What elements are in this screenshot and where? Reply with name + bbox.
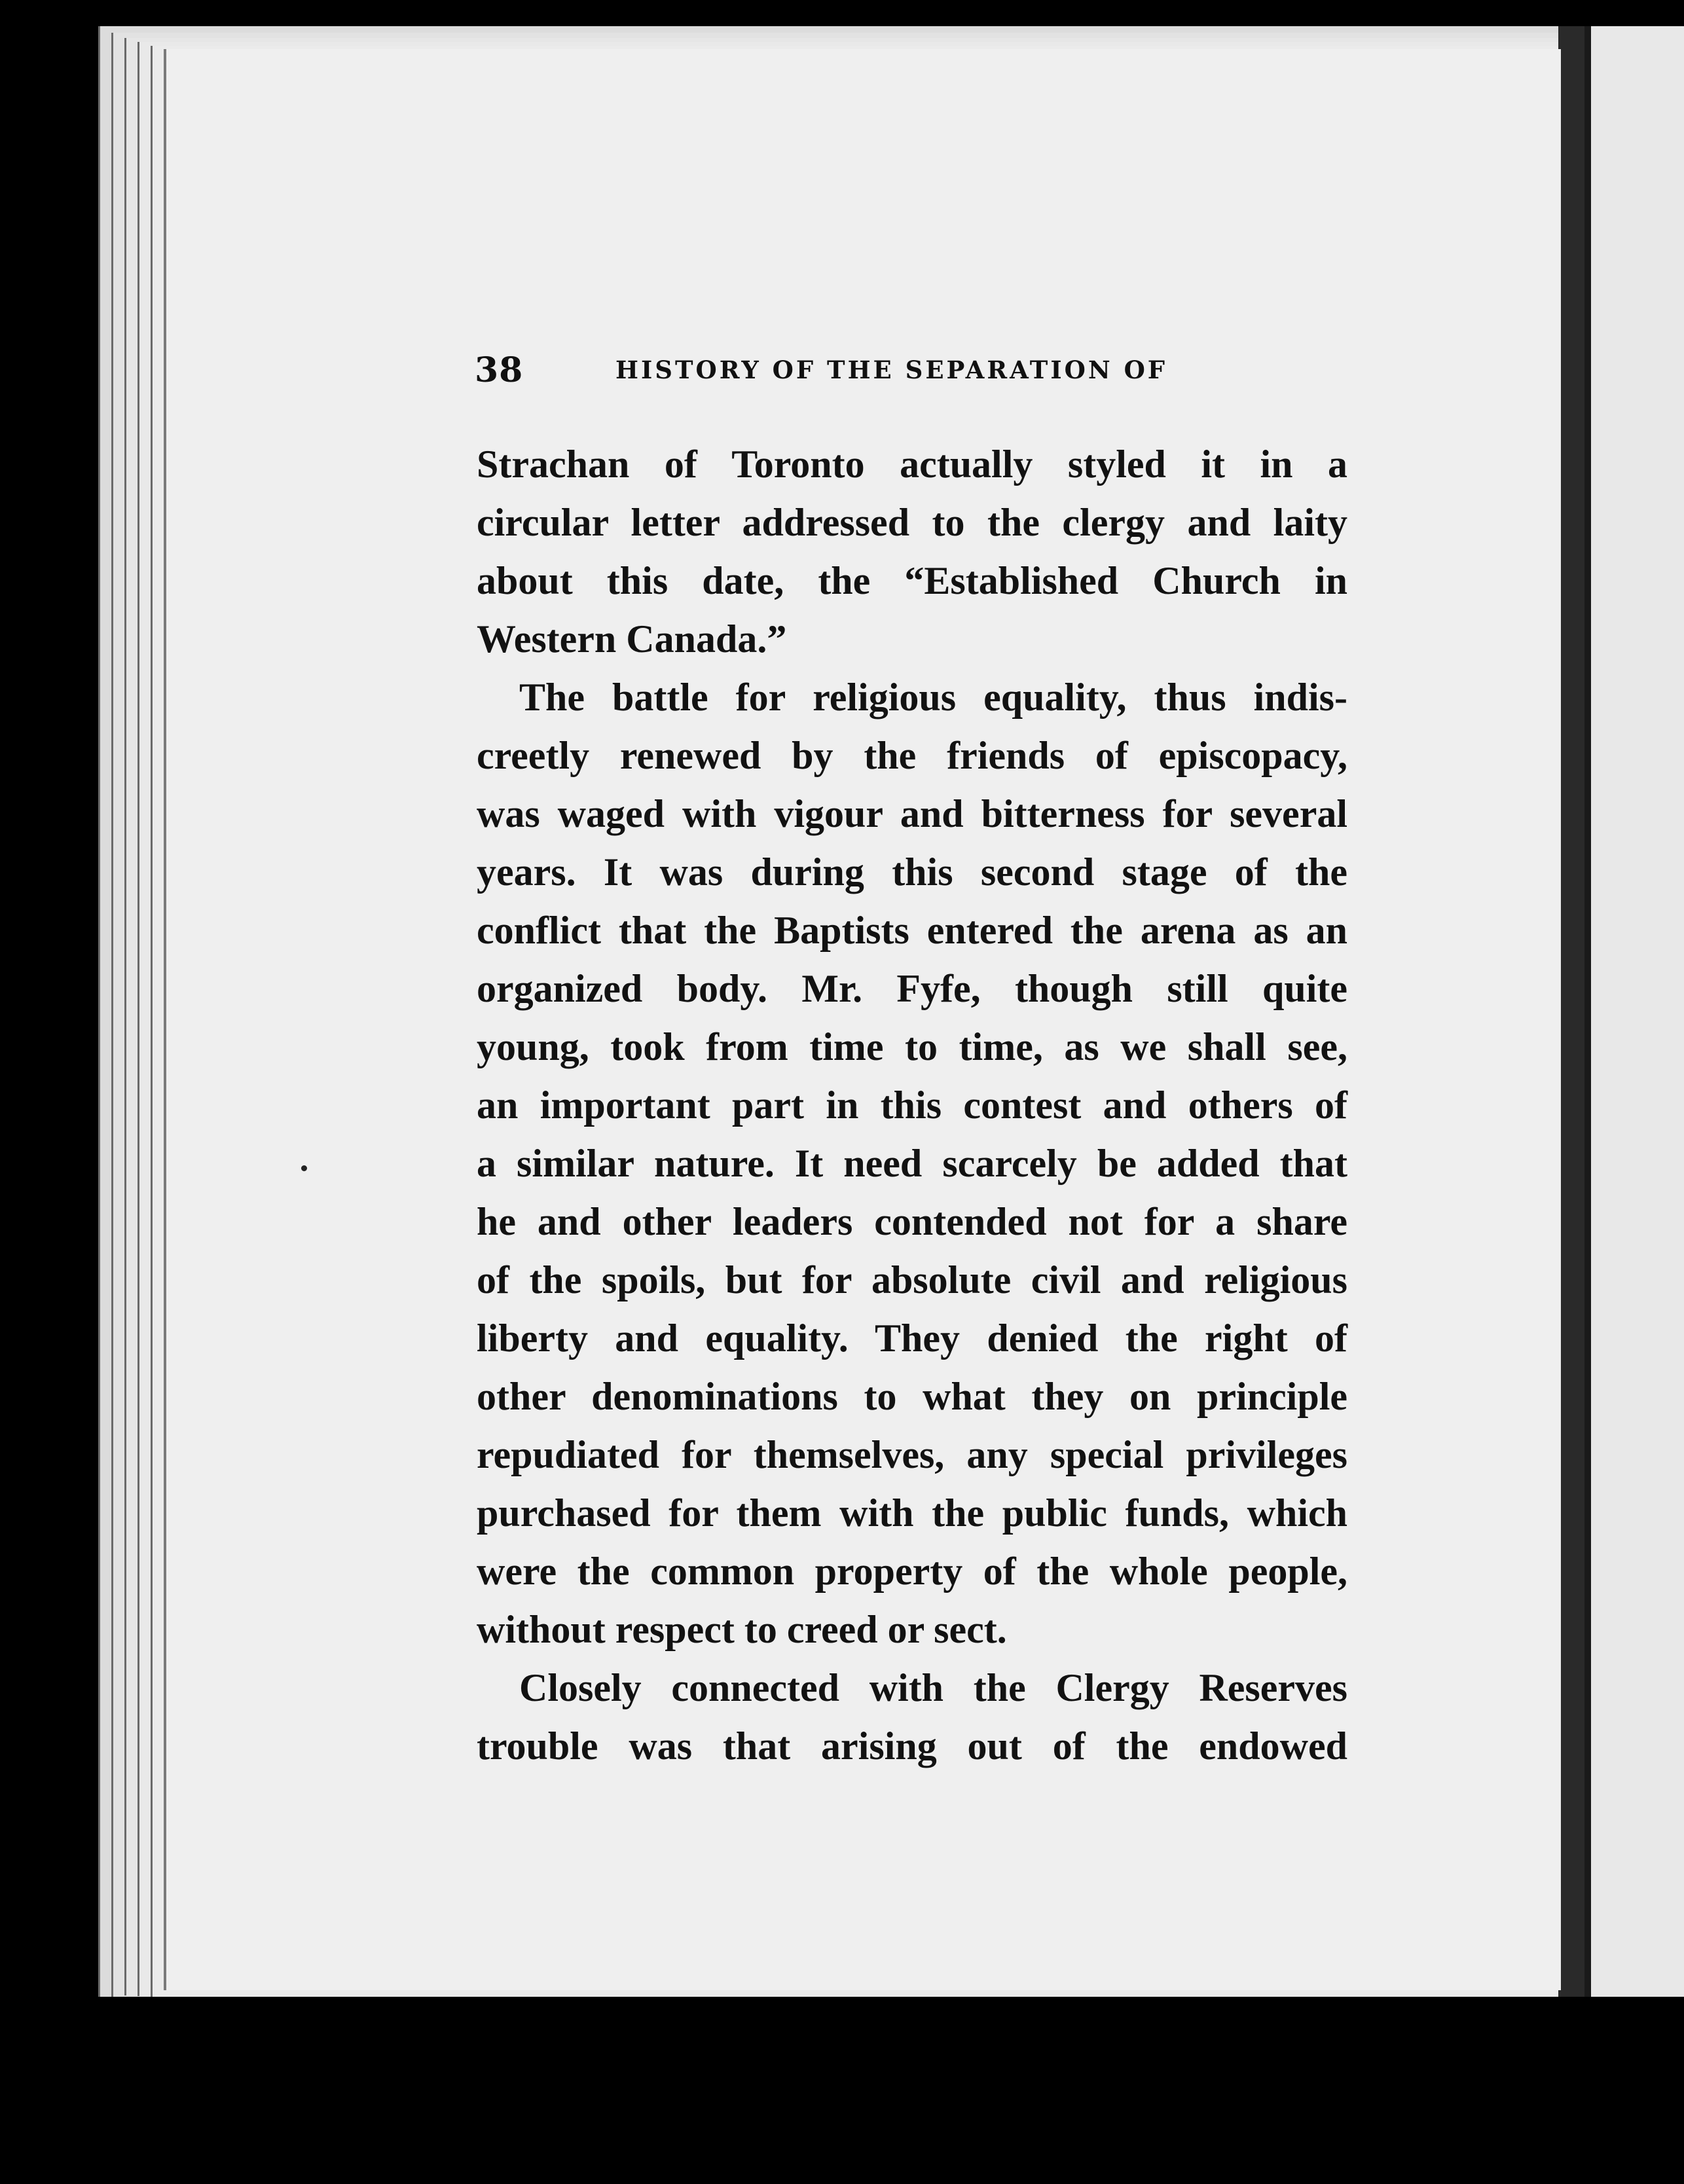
text-line: Closely connected with the Clergy Reserves <box>519 1666 1347 1709</box>
text-line: a similar nature. It need scarcely be added that <box>477 1142 1347 1185</box>
text-line: were the common property of the whole people, <box>477 1550 1347 1593</box>
running-head <box>475 350 1208 396</box>
text-line: an important part in this contest and others of <box>477 1083 1347 1127</box>
text-line: purchased for them with the public funds, which <box>477 1491 1347 1535</box>
text-line: organized body. Mr. Fyfe, though still quite <box>477 967 1347 1010</box>
facing-page-strip <box>1584 26 1684 1997</box>
text-line: conflict that the Baptists entered the arena as an <box>477 909 1347 952</box>
book-gutter <box>1558 26 1584 1997</box>
text-line: The battle for religious equality, thus indis- <box>519 676 1347 719</box>
text-line: he and other leaders contended not for a share <box>477 1200 1347 1243</box>
text-line: trouble was that arising out of the endowed <box>477 1724 1347 1768</box>
text-line: of the spoils, but for absolute civil and religious <box>477 1258 1347 1301</box>
text-line: liberty and equality. They denied the right of <box>477 1317 1347 1360</box>
text-line: other denominations to what they on principle <box>477 1375 1347 1418</box>
text-line: young, took from time to time, as we shall see, <box>477 1025 1347 1068</box>
text-line: Western Canada.” <box>477 617 787 661</box>
text-line: without respect to creed or sect. <box>477 1608 1007 1651</box>
text-line: about this date, the “Established Church in <box>477 559 1347 602</box>
text-line: repudiated for themselves, any special privileges <box>477 1433 1347 1476</box>
text-line: Strachan of Toronto actually styled it in a <box>477 443 1347 486</box>
running-title: HISTORY OF THE SEPARATION OF <box>615 355 1168 384</box>
page-number: 38 <box>475 350 524 390</box>
text-line: was waged with vigour and bitterness for several <box>477 792 1347 835</box>
print-speck <box>301 1165 307 1171</box>
body-text <box>477 435 1347 1775</box>
text-line: circular letter addressed to the clergy and laity <box>477 501 1347 544</box>
text-line: creetly renewed by the friends of episcopacy, <box>477 734 1347 777</box>
text-line: years. It was during this second stage of the <box>477 850 1347 894</box>
